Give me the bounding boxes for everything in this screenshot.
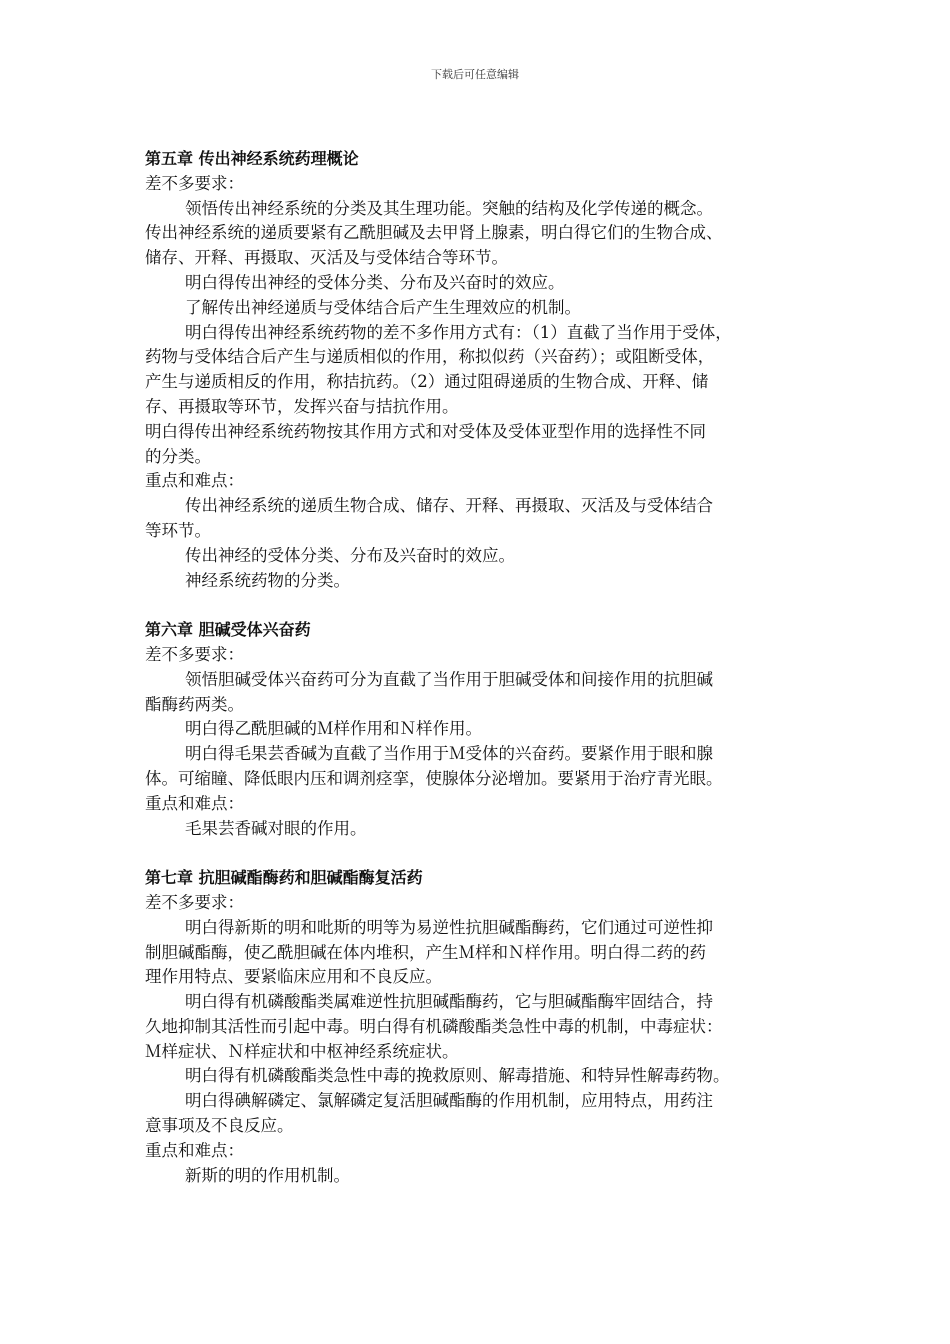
text-line: 传出神经系统的递质生物合成、储存、开释、再摄取、灭活及与受体结合 xyxy=(185,496,713,516)
chapter-section xyxy=(145,147,825,593)
text-line: 领悟胆碱受体兴奋药可分为直截了当作用于胆碱受体和间接作用的抗胆碱 xyxy=(185,669,713,689)
text-line: 意事项及不良反应。 xyxy=(145,1116,294,1136)
text-line: 神经系统药物的分类。 xyxy=(185,570,350,590)
text-line: 酯酶药两类。 xyxy=(145,694,244,714)
chapter-section xyxy=(145,866,825,1188)
text-line: 差不多要求： xyxy=(145,892,244,912)
text-line: 重点和难点： xyxy=(145,1140,244,1160)
document-body xyxy=(145,147,825,1213)
text-line: 明白得毛果芸香碱为直截了当作用于Ｍ受体的兴奋药。要紧作用于眼和腺 xyxy=(185,744,713,764)
chapter-section xyxy=(145,618,825,841)
chapter-title: 第六章 胆碱受体兴奋药 xyxy=(145,620,311,640)
text-line: 明白得新斯的明和吡斯的明等为易逆性抗胆碱酯酶药，它们通过可逆性抑 xyxy=(185,917,713,937)
text-line: 差不多要求： xyxy=(145,173,244,193)
text-line: 的分类。 xyxy=(145,446,211,466)
text-line: 储存、开释、再摄取、灭活及与受体结合等环节。 xyxy=(145,248,508,268)
text-line: 产生与递质相反的作用，称拮抗药。（2）通过阻碍递质的生物合成、开释、储 xyxy=(145,372,709,392)
text-line: 明白得传出神经系统药物按其作用方式和对受体及受体亚型作用的选择性不同 xyxy=(145,421,706,441)
text-line: 明白得有机磷酸酯类急性中毒的挽救原则、解毒措施、和特异性解毒药物。 xyxy=(185,1066,730,1086)
text-line: 制胆碱酯酶，使乙酰胆碱在体内堆积，产生Ｍ样和Ｎ样作用。明白得二药的药 xyxy=(145,942,706,962)
text-line: 体。可缩瞳、降低眼内压和调剂痉挛，使腺体分泌增加。要紧用于治疗青光眼。 xyxy=(145,768,723,788)
text-line: 存、再摄取等环节，发挥兴奋与拮抗作用。 xyxy=(145,396,459,416)
text-line: 差不多要求： xyxy=(145,644,244,664)
text-line: 明白得碘解磷定、氯解磷定复活胆碱酯酶的作用机制，应用特点，用药注 xyxy=(185,1091,713,1111)
text-line: 新斯的明的作用机制。 xyxy=(185,1165,350,1185)
text-line: 久地抑制其活性而引起中毒。明白得有机磷酸酯类急性中毒的机制，中毒症状： xyxy=(145,1016,723,1036)
text-line: 重点和难点： xyxy=(145,793,244,813)
text-line: Ｍ样症状、Ｎ样症状和中枢神经系统症状。 xyxy=(145,1041,459,1061)
chapter-title: 第五章 传出神经系统药理概论 xyxy=(145,149,359,168)
text-line: 了解传出神经递质与受体结合后产生生理效应的机制。 xyxy=(185,297,581,317)
text-line: 等环节。 xyxy=(145,520,211,540)
text-line: 明白得传出神经系统药物的差不多作用方式有：（1）直截了当作用于受体， xyxy=(185,322,732,342)
text-line: 明白得有机磷酸酯类属难逆性抗胆碱酯酶药，它与胆碱酯酶牢固结合，持 xyxy=(185,992,713,1012)
chapter-title: 第七章 抗胆碱酯酶药和胆碱酯酶复活药 xyxy=(145,868,423,888)
text-line: 毛果芸香碱对眼的作用。 xyxy=(185,818,367,838)
text-line: 领悟传出神经系统的分类及其生理功能。突触的结构及化学传递的概念。 xyxy=(185,198,713,218)
text-line: 传出神经的受体分类、分布及兴奋时的效应。 xyxy=(185,545,515,565)
text-line: 传出神经系统的递质要紧有乙酰胆碱及去甲肾上腺素，明白得它们的生物合成、 xyxy=(145,223,723,243)
page-header: 下载后可任意编辑 xyxy=(431,68,519,81)
text-line: 明白得传出神经的受体分类、分布及兴奋时的效应。 xyxy=(185,272,565,292)
text-line: 理作用特点、要紧临床应用和不良反应。 xyxy=(145,967,442,987)
text-line: 重点和难点： xyxy=(145,471,244,491)
text-line: 明白得乙酰胆碱的Ｍ样作用和Ｎ样作用。 xyxy=(185,719,482,739)
text-line: 药物与受体结合后产生与递质相似的作用，称拟似药（兴奋药）；或阻断受体， xyxy=(145,347,715,367)
